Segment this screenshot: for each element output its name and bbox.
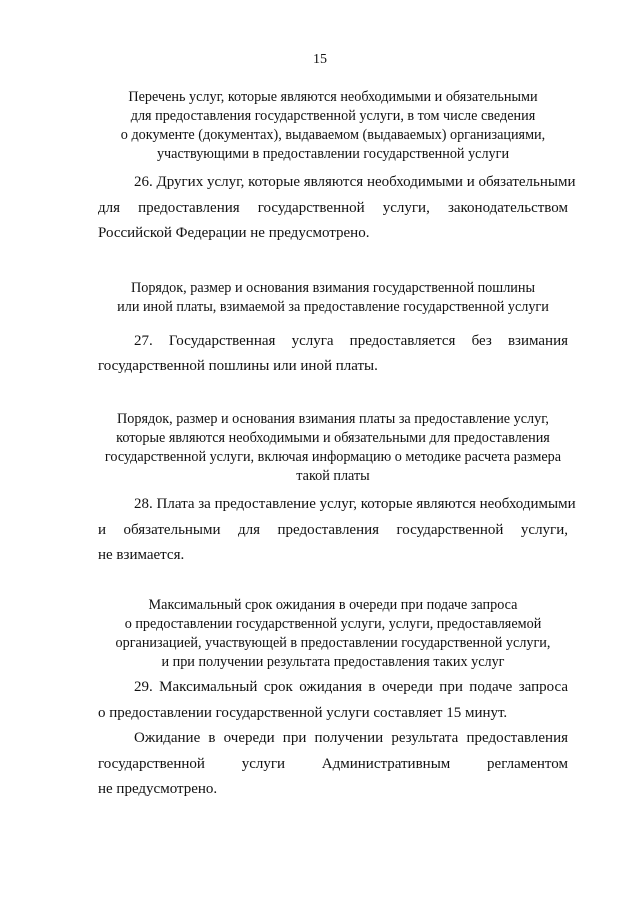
paragraph-29-line-2: о предоставлении государственной услуги составляет 15 минут. bbox=[98, 705, 508, 721]
paragraph-27-line-1: 27. Государственная услуга предоставляется без взимания bbox=[134, 333, 568, 349]
section-heading-services-list bbox=[80, 88, 586, 164]
paragraph-28-line-3: не взимается. bbox=[98, 547, 185, 563]
paragraph-26-line-1: 26. Других услуг, которые являются необходимыми и обязательными bbox=[134, 174, 576, 190]
heading-line: Порядок, размер и основания взимания платы за предоставление услуг, bbox=[117, 411, 549, 427]
paragraph-28-line-1: 28. Плата за предоставление услуг, которые являются необходимыми bbox=[134, 496, 576, 512]
heading-line: о документе (документах), выдаваемом (выдаваемых) организациями, bbox=[120, 127, 546, 143]
paragraph-26-line-2: для предоставления государственной услуги, законодательством bbox=[98, 200, 568, 216]
paragraph-29b-line-3: не предусмотрено. bbox=[98, 781, 218, 797]
paragraph-29b-line-1: Ожидание в очереди при получении результата предоставления bbox=[134, 730, 568, 746]
paragraph-29b-line-2: государственной услуги Административным регламентом bbox=[98, 756, 568, 772]
heading-line: о предоставлении государственной услуги, услуги, предоставляемой bbox=[124, 616, 542, 632]
heading-line: Перечень услуг, которые являются необходимыми и обязательными bbox=[128, 89, 538, 105]
heading-line: и при получении результата предоставления таких услуг bbox=[161, 654, 505, 670]
heading-line: Максимальный срок ожидания в очереди при подаче запроса bbox=[148, 597, 518, 613]
paragraph-28-line-2: и обязательными для предоставления государственной услуги, bbox=[98, 522, 568, 538]
page-number: 15 bbox=[313, 52, 327, 67]
heading-line: для предоставления государственной услуги, в том числе сведения bbox=[130, 108, 536, 124]
section-heading-waiting-time bbox=[80, 596, 586, 672]
heading-line: или иной платы, взимаемой за предоставление государственной услуги bbox=[117, 299, 549, 315]
paragraph-27-line-2: государственной пошлины или иной платы. bbox=[98, 358, 378, 374]
heading-line: Порядок, размер и основания взимания государственной пошлины bbox=[130, 280, 535, 296]
heading-line: которые являются необходимыми и обязательными для предоставления bbox=[116, 430, 550, 446]
paragraph-26-line-3: Российской Федерации не предусмотрено. bbox=[98, 225, 370, 241]
heading-line: организацией, участвующей в предоставлении государственной услуги, bbox=[115, 635, 551, 651]
section-heading-fee-for-services bbox=[80, 410, 586, 486]
paragraph-29-line-1: 29. Максимальный срок ожидания в очереди при подаче запроса bbox=[134, 679, 568, 695]
heading-line: государственной услуги, включая информацию о методике расчета размера bbox=[104, 449, 562, 465]
heading-line: участвующими в предоставлении государственной услуги bbox=[156, 146, 510, 162]
heading-line: такой платы bbox=[296, 468, 370, 484]
section-heading-state-fee bbox=[80, 279, 586, 317]
